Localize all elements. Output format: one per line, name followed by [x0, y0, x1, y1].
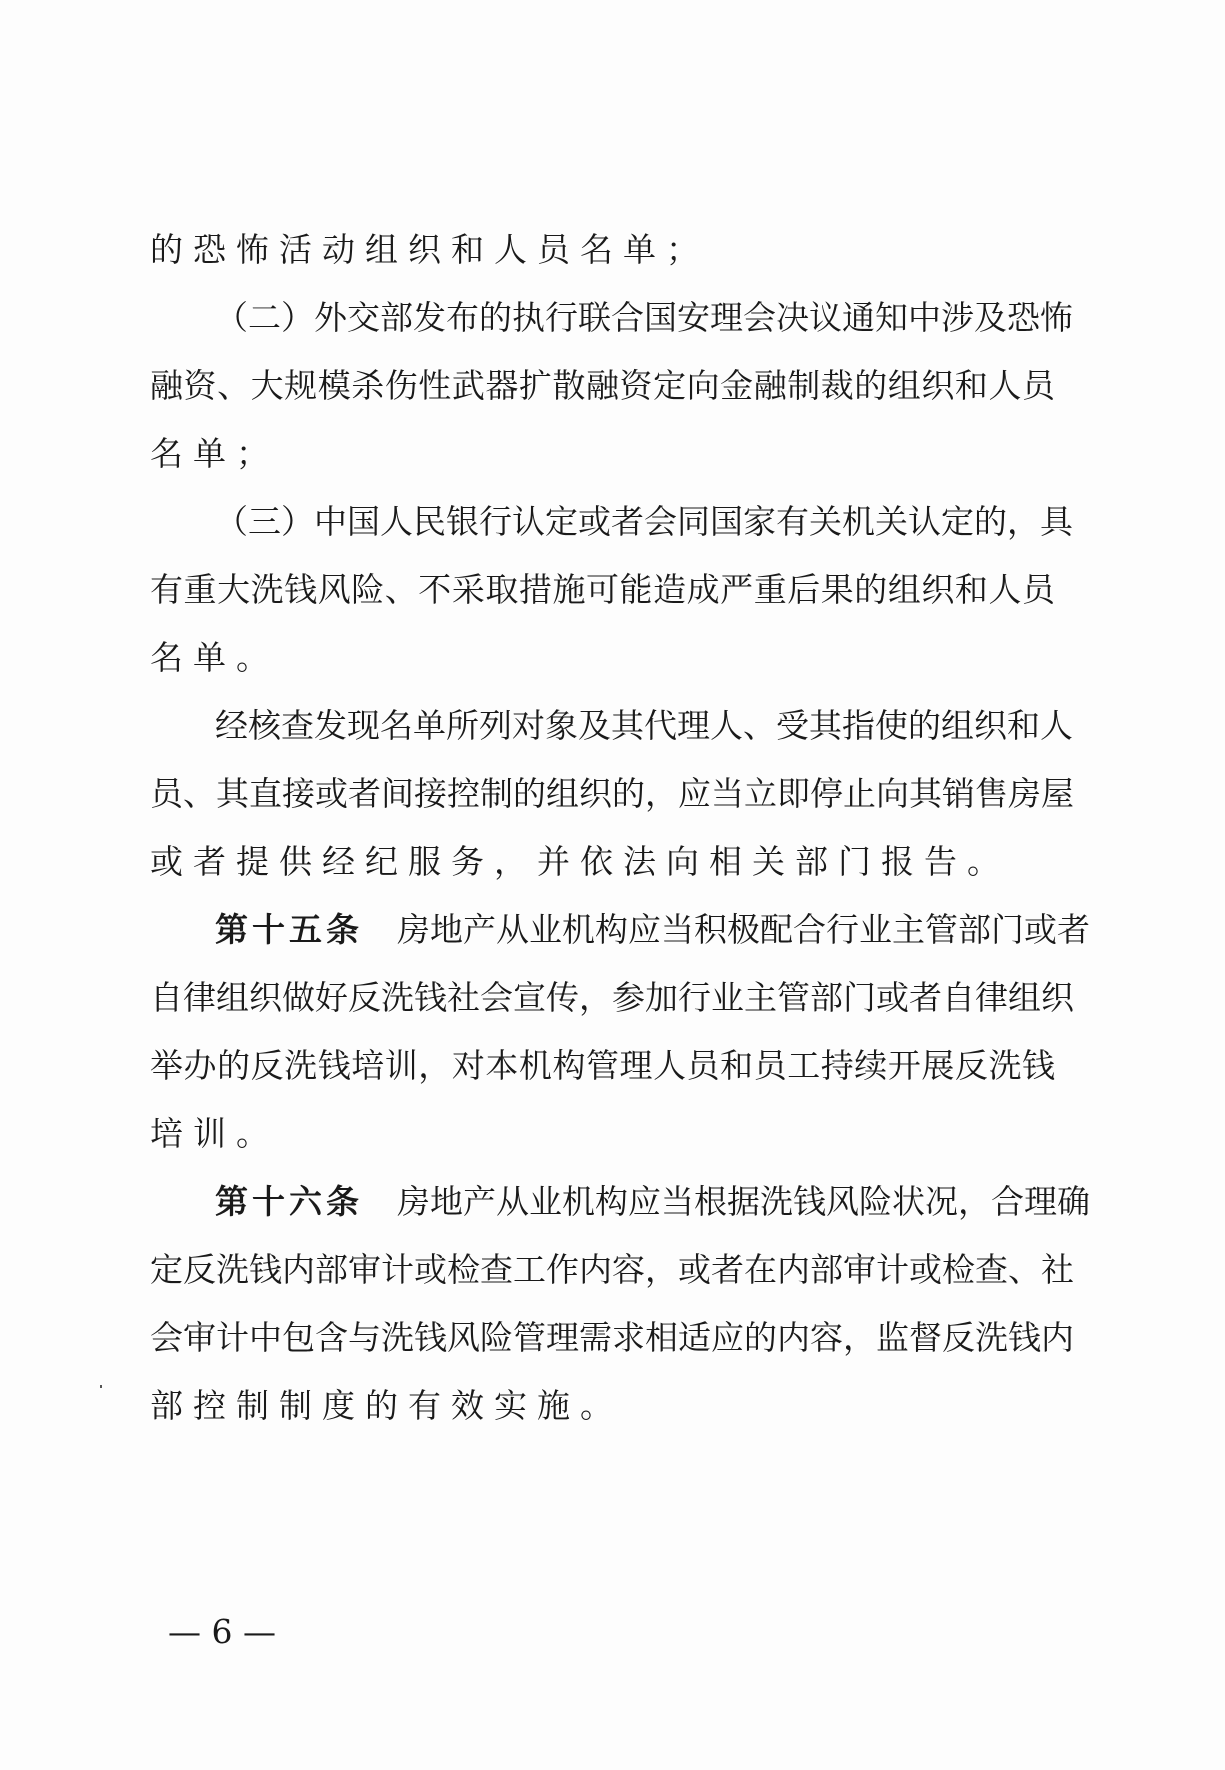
text-line: 名单。: [150, 638, 279, 677]
text-line: 有重大洗钱风险、不采取措施可能造成严重后果的组织和人员: [150, 570, 1055, 609]
page-number: — 6 —: [168, 1612, 276, 1651]
text-line: 名单；: [150, 434, 279, 473]
scan-speck: [100, 1385, 102, 1388]
article-15-first-line: [215, 910, 1090, 950]
text-line: 经核查发现名单所列对象及其代理人、受其指使的组织和人: [215, 706, 1073, 745]
article-heading: 第十六条: [215, 1182, 363, 1221]
article-16-first-line: [215, 1182, 1090, 1222]
text-line: 员、其直接或者间接控制的组织的，应当立即停止向其销售房屋: [150, 774, 1074, 813]
text-line: （三）中国人民银行认定或者会同国家有关机关认定的，具: [215, 502, 1073, 541]
text-span: 房地产从业机构应当积极配合行业主管部门或者: [397, 910, 1090, 949]
text-line: 自律组织做好反洗钱社会宣传，参加行业主管部门或者自律组织: [150, 978, 1074, 1017]
text-line: 培训。: [150, 1114, 279, 1153]
text-line: 定反洗钱内部审计或检查工作内容，或者在内部审计或检查、社: [150, 1250, 1074, 1289]
text-span: 房地产从业机构应当根据洗钱风险状况，合理确: [397, 1182, 1090, 1221]
text-line: 融资、大规模杀伤性武器扩散融资定向金融制裁的组织和人员: [150, 366, 1055, 405]
article-heading: 第十五条: [215, 910, 363, 949]
text-line: （二）外交部发布的执行联合国安理会决议通知中涉及恐怖: [215, 298, 1073, 337]
text-line: 或者提供经纪服务，并依法向相关部门报告。: [150, 842, 1010, 881]
text-line: 部控制制度的有效实施。: [150, 1386, 623, 1425]
text-line: 举办的反洗钱培训，对本机构管理人员和员工持续开展反洗钱: [150, 1046, 1055, 1085]
text-line: 的恐怖活动组织和人员名单；: [150, 230, 709, 269]
text-line: 会审计中包含与洗钱风险管理需求相适应的内容，监督反洗钱内: [150, 1318, 1074, 1357]
